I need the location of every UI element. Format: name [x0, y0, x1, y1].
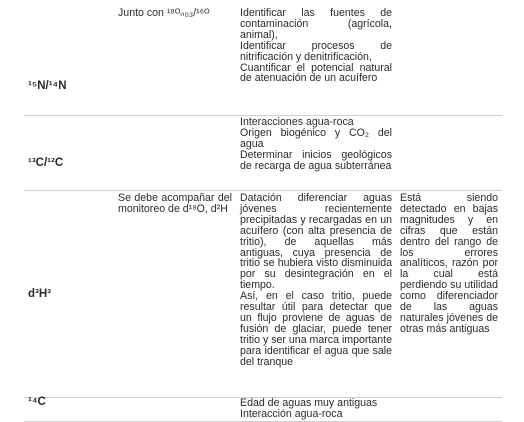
use-text: Interacción agua-roca — [240, 407, 343, 420]
table-row-n15 — [24, 8, 502, 114]
combine-text: Junto con ¹⁸ᴼₙ₀₃/¹⁶ᴼ — [118, 7, 210, 19]
uses-cell — [236, 8, 396, 84]
use-text: Interacciones agua-roca — [240, 116, 354, 128]
table-row-h3 — [24, 190, 502, 397]
use-text: Así, en el caso tritio, puede resultar útil para detectar que un flujo proviene de aguas de fusión de glaciar, puede tener tritio y ser una marca importante para identificar el agua que sale del tranque — [240, 290, 392, 368]
uses-cell — [236, 193, 396, 368]
isotope-label: d³H³ — [28, 287, 51, 300]
use-text: Edad de aguas muy antiguas — [240, 397, 378, 409]
combine-text: Se debe acompañar del monitoreo de d¹⁸O, d²H — [118, 192, 232, 215]
isotope-cell — [28, 126, 114, 200]
uses-cell — [236, 117, 396, 172]
use-text: Cuantificar el potencial natural de atenuación de un acuífero — [240, 61, 392, 85]
use-text: Identificar las fuentes de contaminación (agrícola, animal), — [240, 7, 392, 41]
isotope-label: ¹⁴C — [28, 396, 46, 408]
notes-cell — [396, 193, 502, 335]
table-row-c13 — [24, 115, 502, 190]
notes-text: Está siendo detectado en bajas magnitudes y en cifras que están dentro del rango de los errores analíticos, razón por la cual está perdiendo su utilidad como diferenciador de las aguas naturales jóvenes de otras más antiguas — [400, 192, 498, 335]
combine-cell — [114, 193, 236, 215]
combine-cell — [114, 8, 236, 19]
table-row-c14 — [24, 397, 502, 422]
use-text: Identificar procesos de nitrificación y denitrificación, — [240, 39, 392, 63]
isotope-cell — [28, 397, 114, 408]
uses-cell — [236, 398, 396, 420]
use-text: Datación diferenciar aguas jóvenes recientemente precipitadas y recargadas en un acuífero (con alta presencia de tritio), de aquellas más antiguas, cuya presencia de tritio se hubiera visto disminuida por su desintegración en el tiempo. — [240, 192, 392, 292]
isotope-label: ¹³C/¹²C — [28, 156, 64, 169]
use-text: Determinar inicios geológicos de recarga de agua subterránea — [240, 148, 392, 172]
isotope-cell — [28, 8, 114, 114]
isotope-label: ¹⁵N/¹⁴N — [28, 80, 67, 93]
use-text: Origen biogénico y CO₂ del agua — [240, 126, 392, 150]
isotope-cell — [28, 191, 114, 397]
